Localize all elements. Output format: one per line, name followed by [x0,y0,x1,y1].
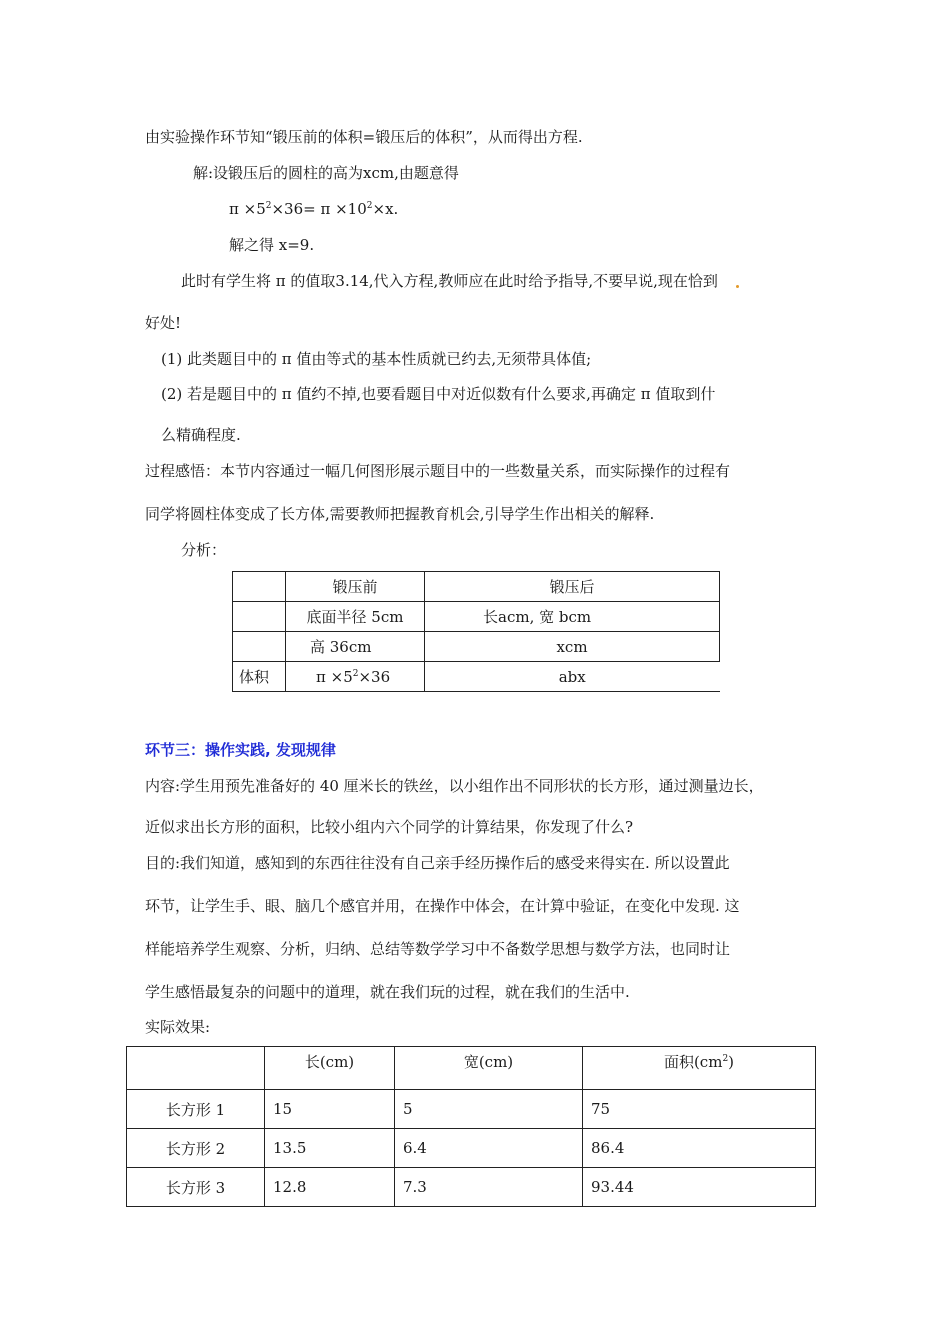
paragraph-line: 环节，让学生手、眼、脑几个感官并用，在操作中体会，在计算中验证，在变化中发现. 这 [145,897,740,915]
table-row [233,662,720,692]
table-row [127,1090,816,1129]
equation-part: ×36= π ×10 [271,200,367,218]
table-header: 锻压前 [286,572,425,602]
equation-line [229,199,398,219]
paragraph-line: 目的:我们知道，感知到的东西往往没有自己亲手经历操作后的感受来得实在. 所以设置此 [145,854,730,872]
table-cell: 12.8 [265,1168,395,1207]
exponent: 2 [366,201,373,211]
table-header: 宽(cm) [395,1047,583,1090]
table-cell: 长acm, 宽 bcm [425,602,720,632]
table-cell: 底面半径 5cm [286,602,425,632]
section-heading: 环节三：操作实践, 发现规律 [145,741,336,759]
table-cell: xcm [425,632,720,662]
table-cell: 6.4 [395,1129,583,1168]
table-cell: 86.4 [583,1129,816,1168]
annotation-mark [736,285,739,288]
table-cell [286,662,425,692]
table-cell: 15 [265,1090,395,1129]
equation-part: ×x. [372,200,399,218]
exponent: 2 [265,201,272,211]
table-row [127,1129,816,1168]
table-cell: 5 [395,1090,583,1129]
paragraph-line: 学生感悟最复杂的问题中的道理，就在我们玩的过程，就在我们的生活中. [145,983,630,1001]
effect-label: 实际效果: [145,1018,211,1036]
table-row [233,572,720,602]
formula-part: π ×5 [316,667,353,686]
table-cell: 长方形 3 [127,1168,265,1207]
table-cell [233,572,286,602]
table-header: 长(cm) [265,1047,395,1090]
paragraph-line [181,271,718,291]
table-cell: 13.5 [265,1129,395,1168]
table-row [233,632,720,662]
table-cell: 93.44 [583,1168,816,1207]
paragraph-line: 由实验操作环节知“锻压前的体积=锻压后的体积”，从而得出方程. [145,128,583,146]
exponent: 2 [722,1054,729,1064]
table-cell: 7.3 [395,1168,583,1207]
exponent: 2 [352,668,359,679]
table-cell: 长方形 2 [127,1129,265,1168]
table-cell: 长方形 1 [127,1090,265,1129]
paragraph-line: 过程感悟：本节内容通过一幅几何图形展示题目中的一些数量关系，而实际操作的过程有 [145,462,731,480]
header-part: 面积(cm [663,1053,723,1071]
list-item: (1) 此类题目中的 π 值由等式的基本性质就已约去,无须带具体值; [161,350,592,368]
header-part: ) [728,1053,735,1071]
paragraph-line: 同学将圆柱体变成了长方体,需要教师把握教育机会,引导学生作出相关的解释. [145,505,655,523]
list-item: (2) 若是题目中的 π 值约不掉,也要看题目中对近似数有什么要求,再确定 π 值取到什 [161,385,716,403]
result-line: 解之得 x=9. [229,236,315,254]
solution-line: 解:设锻压后的圆柱的高为xcm,由题意得 [193,164,459,182]
paragraph-line: 好处! [145,314,182,332]
analysis-label: 分析： [181,541,227,559]
table-row [127,1168,816,1207]
paragraph-line: 近似求出长方形的面积，比较小组内六个同学的计算结果，你发现了什么? [145,818,634,836]
rectangle-table [126,1046,816,1207]
table-cell: abx [425,662,720,692]
formula-part: ×36 [358,667,391,686]
table-row [233,602,720,632]
forging-table [232,571,720,692]
table-cell [233,602,286,632]
table-cell [233,632,286,662]
text-part: 现在恰到 [657,272,718,290]
table-header: 锻压后 [425,572,720,602]
table-cell [127,1047,265,1090]
paragraph-line: 样能培养学生观察、分析，归纳、总结等数学学习中不备数学思想与数学方法，也同时让 [145,940,731,958]
table-row [127,1047,816,1090]
table-cell: 高 36cm [286,632,425,662]
paragraph-line: 么精确程度. [161,426,241,444]
table-cell: 体积 [233,662,286,692]
paragraph-line: 内容:学生用预先准备好的 40 厘米长的铁丝，以小组作出不同形状的长方形，通过测量边长， [145,777,764,795]
table-cell: 75 [583,1090,816,1129]
table-header [583,1047,816,1090]
text-part: 此时有学生将 π 的值取3.14,代入方程,教师应在此时给予指导,不要早说, [181,272,658,290]
equation-part: π ×5 [229,200,266,218]
